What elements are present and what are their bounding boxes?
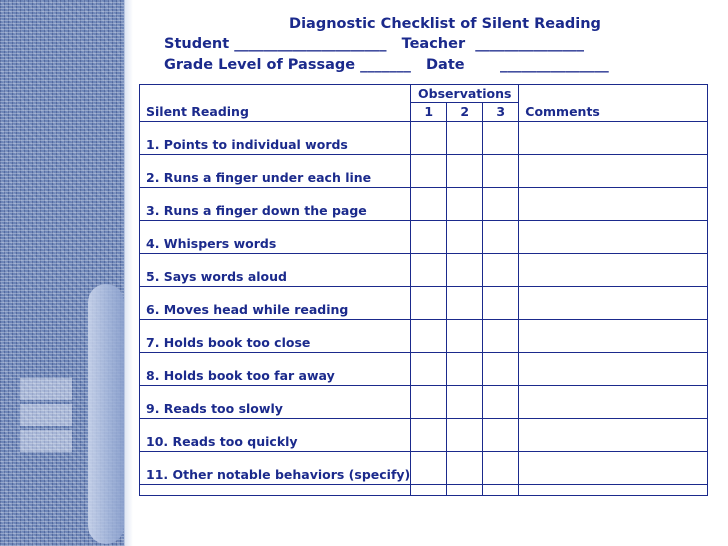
observation-cell[interactable] bbox=[483, 353, 519, 386]
observation-cell[interactable] bbox=[447, 452, 483, 485]
observation-cell[interactable] bbox=[411, 287, 447, 320]
observation-cell[interactable] bbox=[411, 221, 447, 254]
observations-header: Observations bbox=[411, 85, 519, 103]
comments-cell[interactable] bbox=[519, 287, 708, 320]
table-row bbox=[140, 386, 708, 419]
observation-cell[interactable] bbox=[411, 122, 447, 155]
comments-cell[interactable] bbox=[519, 188, 708, 221]
observation-cell[interactable] bbox=[447, 353, 483, 386]
item-label: 8. Holds book too far away bbox=[140, 353, 411, 386]
checklist-table bbox=[139, 84, 708, 496]
observation-cell[interactable] bbox=[483, 155, 519, 188]
observation-cell[interactable] bbox=[411, 320, 447, 353]
table-row bbox=[140, 254, 708, 287]
observation-2-header: 2 bbox=[447, 103, 483, 122]
observation-cell[interactable] bbox=[447, 221, 483, 254]
item-label: 2. Runs a finger under each line bbox=[140, 155, 411, 188]
observation-cell[interactable] bbox=[483, 452, 519, 485]
comments-cell[interactable] bbox=[519, 353, 708, 386]
observation-cell[interactable] bbox=[447, 386, 483, 419]
comments-cell[interactable] bbox=[519, 122, 708, 155]
comments-header: Comments bbox=[519, 103, 708, 122]
comments-cell[interactable] bbox=[519, 320, 708, 353]
student-teacher-line: Student _____________________ Teacher _______________ bbox=[164, 36, 584, 52]
comments-cell[interactable] bbox=[519, 419, 708, 452]
table-row bbox=[140, 122, 708, 155]
comments-cell[interactable] bbox=[519, 386, 708, 419]
observation-cell[interactable] bbox=[411, 188, 447, 221]
item-label: 6. Moves head while reading bbox=[140, 287, 411, 320]
observation-1-header: 1 bbox=[411, 103, 447, 122]
decorative-square bbox=[20, 378, 72, 400]
observation-cell[interactable] bbox=[447, 188, 483, 221]
observation-cell[interactable] bbox=[483, 122, 519, 155]
item-label: 9. Reads too slowly bbox=[140, 386, 411, 419]
observation-cell[interactable] bbox=[447, 122, 483, 155]
table-row-blank bbox=[140, 485, 708, 496]
silent-reading-header: Silent Reading bbox=[140, 103, 411, 122]
observation-3-header: 3 bbox=[483, 103, 519, 122]
page-title: Diagnostic Checklist of Silent Reading bbox=[289, 16, 601, 32]
observation-cell[interactable] bbox=[411, 353, 447, 386]
item-label: 7. Holds book too close bbox=[140, 320, 411, 353]
table-row bbox=[140, 221, 708, 254]
comments-cell[interactable] bbox=[519, 485, 708, 496]
decorative-square bbox=[20, 404, 72, 426]
observation-cell[interactable] bbox=[447, 419, 483, 452]
observation-cell[interactable] bbox=[411, 254, 447, 287]
comments-cell[interactable] bbox=[519, 221, 708, 254]
blank-label-cell[interactable] bbox=[140, 485, 411, 496]
observation-cell[interactable] bbox=[447, 287, 483, 320]
comments-cell[interactable] bbox=[519, 155, 708, 188]
table-subheader-row bbox=[140, 103, 708, 122]
table-row bbox=[140, 287, 708, 320]
item-label: 10. Reads too quickly bbox=[140, 419, 411, 452]
header-comments-spacer bbox=[519, 85, 708, 103]
item-label: 1. Points to individual words bbox=[140, 122, 411, 155]
grade-date-line: Grade Level of Passage _______ Date _______________ bbox=[164, 57, 609, 73]
item-label: 11. Other notable behaviors (specify) bbox=[140, 452, 411, 485]
observation-cell[interactable] bbox=[483, 320, 519, 353]
observation-cell[interactable] bbox=[483, 485, 519, 496]
observation-cell[interactable] bbox=[483, 188, 519, 221]
table-row bbox=[140, 452, 708, 485]
observation-cell[interactable] bbox=[411, 452, 447, 485]
table-row bbox=[140, 188, 708, 221]
table-row bbox=[140, 155, 708, 188]
decorative-panel-edge bbox=[124, 0, 133, 546]
decorative-square bbox=[20, 430, 72, 452]
observation-cell[interactable] bbox=[411, 419, 447, 452]
item-label: 3. Runs a finger down the page bbox=[140, 188, 411, 221]
observation-cell[interactable] bbox=[411, 386, 447, 419]
observation-cell[interactable] bbox=[411, 155, 447, 188]
item-label: 5. Says words aloud bbox=[140, 254, 411, 287]
table-row bbox=[140, 419, 708, 452]
comments-cell[interactable] bbox=[519, 452, 708, 485]
table-header-row bbox=[140, 85, 708, 103]
header-label-spacer bbox=[140, 85, 411, 103]
observation-cell[interactable] bbox=[411, 485, 447, 496]
comments-cell[interactable] bbox=[519, 254, 708, 287]
observation-cell[interactable] bbox=[483, 254, 519, 287]
table-row bbox=[140, 320, 708, 353]
decorative-oval bbox=[88, 284, 124, 544]
observation-cell[interactable] bbox=[447, 485, 483, 496]
observation-cell[interactable] bbox=[483, 419, 519, 452]
observation-cell[interactable] bbox=[447, 320, 483, 353]
table-row bbox=[140, 353, 708, 386]
item-label: 4. Whispers words bbox=[140, 221, 411, 254]
checklist-header bbox=[140, 14, 700, 76]
observation-cell[interactable] bbox=[483, 386, 519, 419]
observation-cell[interactable] bbox=[447, 254, 483, 287]
observation-cell[interactable] bbox=[483, 287, 519, 320]
observation-cell[interactable] bbox=[447, 155, 483, 188]
observation-cell[interactable] bbox=[483, 221, 519, 254]
